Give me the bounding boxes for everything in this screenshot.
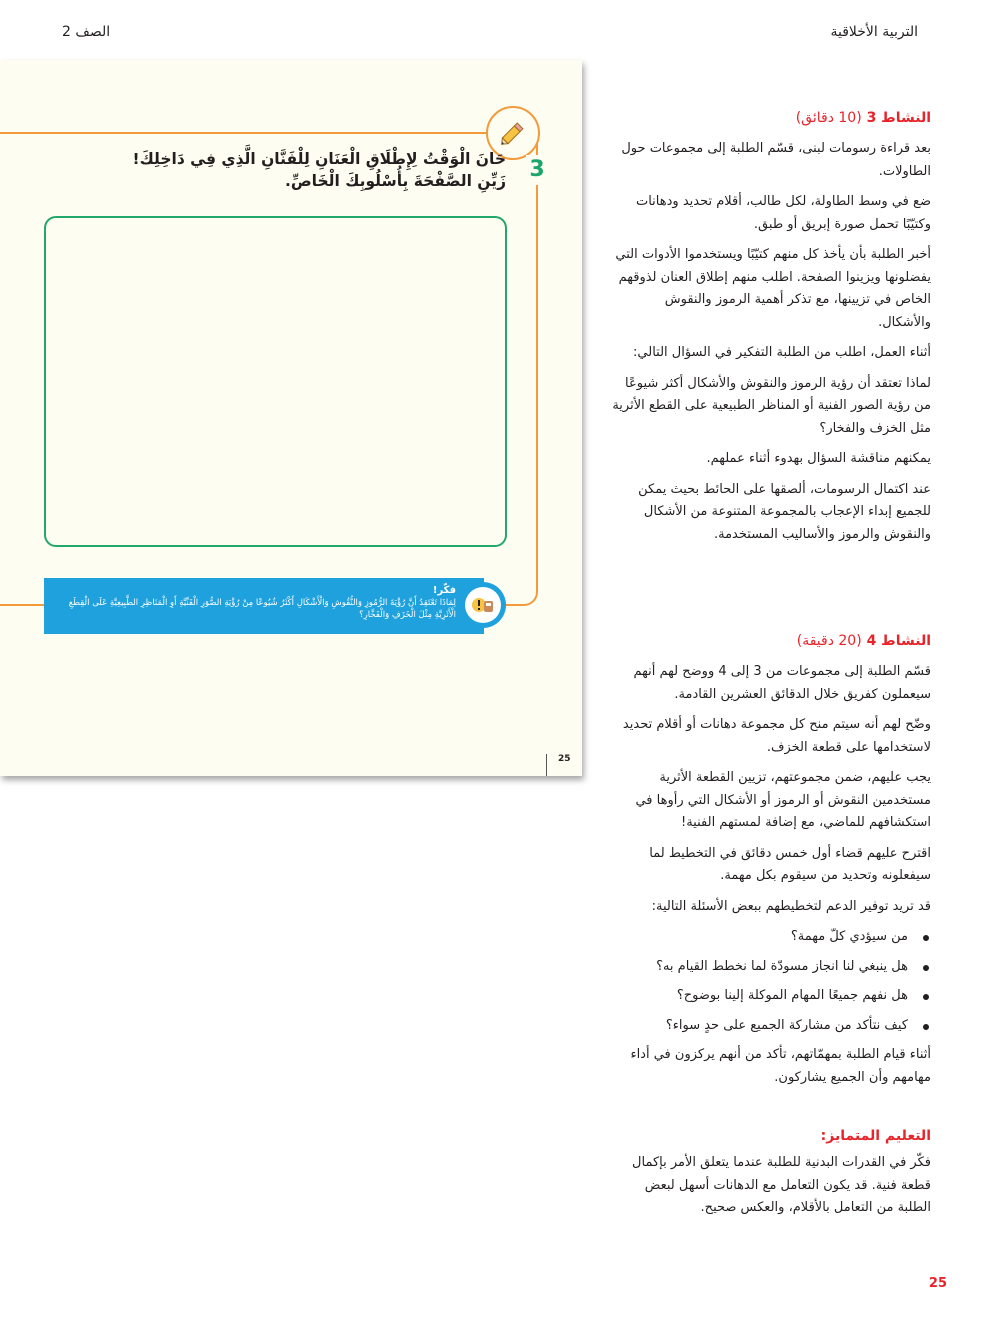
- paragraph: بعد قراءة رسومات لبنى، قسّم الطلبة إلى مجموعات حول الطاولات.: [621, 141, 931, 179]
- differentiated-section: [611, 1126, 931, 1228]
- activity-4-duration: (20 دقيقة): [796, 633, 862, 649]
- subject-title: التربية الأخلاقية: [830, 24, 918, 40]
- thumb-page-number: 25: [558, 754, 571, 764]
- list-item: هل نفهم جميعًا المهام الموكلة إلينا بوضوح؟: [611, 985, 931, 1008]
- differentiated-title: التعليم المتمايز:: [820, 1128, 931, 1144]
- differentiated-text: فكّر في القدرات البدنية للطلبة عندما يتعلق الأمر بإكمال قطعة فنية. قد يكون التعامل مع الدهانات أسهل لبعض الطلبة من التعامل بالأقلام، والعكس صحيح.: [632, 1155, 931, 1215]
- activity-3-section: [611, 108, 931, 554]
- think-icon: [460, 582, 506, 628]
- paragraph: أثناء قيام الطلبة بمهمّاتهم، تأكد من أنهم يركزون في أداء مهامهم وأن الجميع يشاركون.: [630, 1047, 931, 1085]
- paragraph: قسّم الطلبة إلى مجموعات من 3 إلى 4 ووضح لهم أنهم سيعملون كفريق خلال الدقائق العشرين القادمة.: [633, 664, 931, 702]
- question-list: [611, 926, 931, 1037]
- think-title: فكّر!: [432, 585, 456, 596]
- list-item: من سيؤدي كلّ مهمة؟: [611, 926, 931, 949]
- list-item: هل ينبغي لنا انجاز مسودّة لما نخطط القيام به؟: [611, 956, 931, 979]
- list-item: كيف نتأكد من مشاركة الجميع على حدٍ سواء؟: [611, 1015, 931, 1038]
- grade-label: الصف 2: [62, 24, 111, 40]
- paragraph: يجب عليهم، ضمن مجموعتهم، تزيين القطعة الأثرية مستخدمين النقوش أو الرموز أو الأشكال التي رأوها في استكشافهم للماضي، مع إضافة لمستهم الفنية!: [635, 770, 931, 830]
- paragraph: قد تريد توفير الدعم لتخطيطهم ببعض الأسئلة التالية:: [651, 898, 931, 914]
- student-page-thumbnail: [0, 60, 582, 776]
- drawing-area[interactable]: [44, 216, 507, 547]
- prompt-line-2: زَيِّنِ الصَّفْحَةَ بِأُسْلُوبِكَ الْخَاصِّ.: [284, 172, 506, 190]
- activity-4-heading: [611, 631, 931, 651]
- thumb-divider: [546, 754, 547, 776]
- page-number: 25: [928, 1276, 947, 1291]
- think-box: [44, 578, 484, 634]
- activity-3-heading: [611, 108, 931, 128]
- paragraph: عند اكتمال الرسومات، ألصقها على الحائط بحيث يمكن للجميع إبداء الإعجاب بالمجموعة المتنوعة من الأشكال والنقوش والرموز والأساليب المستخدمة.: [638, 481, 931, 542]
- activity-4-section: [611, 631, 931, 1097]
- paragraph: أخبر الطلبة بأن يأخذ كل منهم كتيّبًا ويستخدموا الأدوات التي يفضلونها ويزينوا الصفحة. اطلب منهم إطلاق العنان لذوقهم الخاص في تزيينها، مع تذكر أهمية الرموز والنقوش والأشكال.: [615, 247, 931, 330]
- activity-3-title: النشاط 3: [866, 110, 931, 126]
- activity-number: 3: [526, 155, 548, 185]
- activity-4-title: النشاط 4: [866, 633, 931, 649]
- paragraph: يمكنهم مناقشة السؤال بهدوء أثناء عملهم.: [706, 451, 931, 466]
- paragraph: أثناء العمل، اطلب من الطلبة التفكير في السؤال التالي:: [633, 345, 931, 360]
- paragraph: لماذا تعتقد أن رؤية الرموز والنقوش والأشكال أكثر شيوعًا من رؤية الصور الفنية أو المناظر الطبيعية على القطع الأثرية مثل الخزف والفخار؟: [612, 375, 931, 436]
- paragraph: ضع في وسط الطاولة، لكل طالب، أقلام تحديد ودهانات وكتيّبًا تحمل صورة إبريق أو طبق.: [635, 194, 931, 232]
- think-text: لِمَاذَا تَعْتَقِدُ أَنَّ رُؤْيَةَ الرُّمُوزِ وَالنُّقُوشِ وَالْأَشْكَالِ أَكْثَرُ شُيُوعًا مِنْ رُؤْيَةِ الصُّوَرِ الْفَنِّيَّةِ أَوِ الْمَنَاظِرِ الطَّبِيعِيَّةِ عَلَى الْقِطَعِ الْأَثَرِيَّةِ مِثْلَ الْخَزَفِ وَالْفَخَّارِ؟: [68, 598, 456, 620]
- paragraph: وضّح لهم أنه سيتم منح كل مجموعة دهانات أو أقلام تحديد لاستخدامها على قطعة الخزف.: [622, 717, 931, 755]
- activity-prompt: [26, 148, 506, 192]
- paragraph: اقترح عليهم قضاء أول خمس دقائق في التخطيط لما سيفعلونه وتحديد من سيقوم بكل مهمة.: [649, 845, 931, 883]
- activity-3-duration: (10 دقائق): [795, 110, 862, 126]
- prompt-line-1: حَانَ الْوَقْتُ لِإِطْلَاقِ الْعَنَانِ لِلْفَنَّانِ الَّذِي فِي دَاخِلِكَ!: [132, 150, 506, 168]
